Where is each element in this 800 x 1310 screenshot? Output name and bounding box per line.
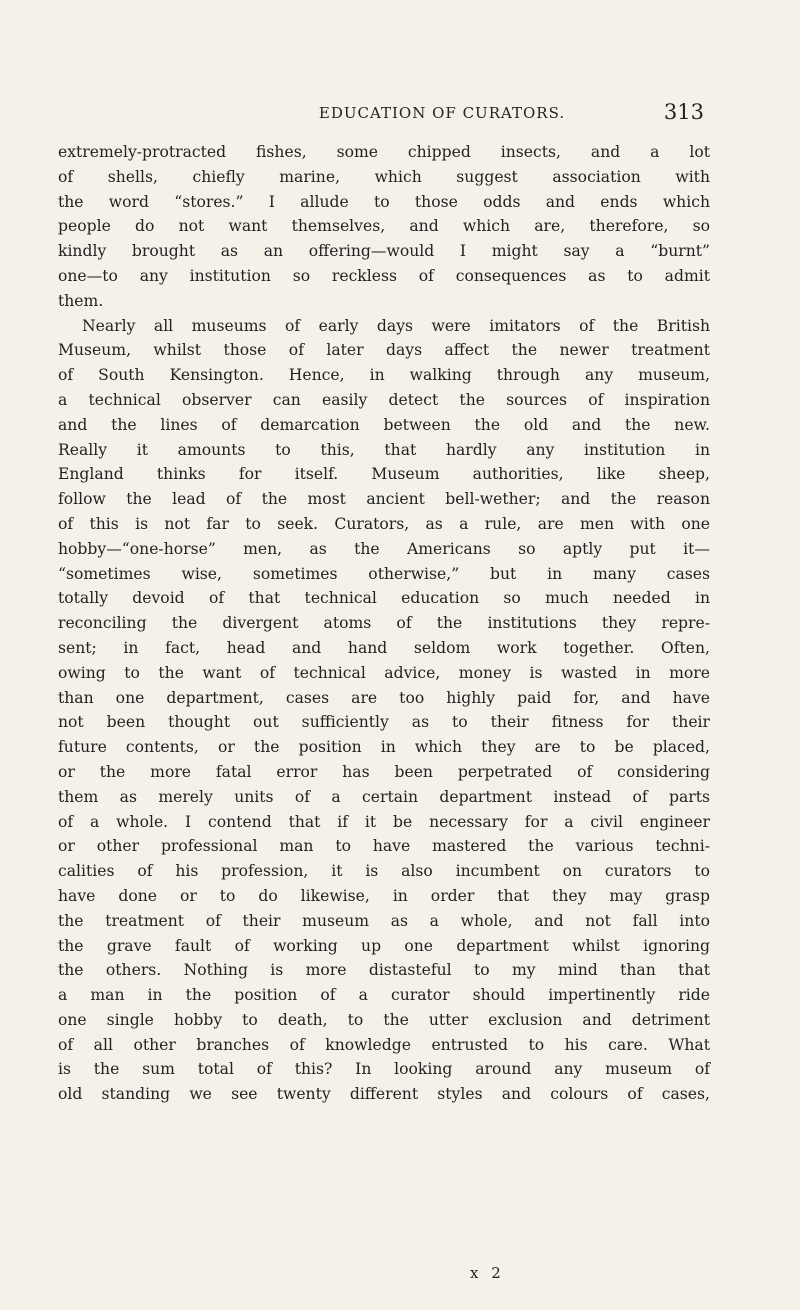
text-line: is the sum total of this? In looking around any museum of (58, 1060, 710, 1079)
text-line: kindly brought as an offering—would I might say a “burnt” (58, 242, 710, 261)
text-line: the grave fault of working up one department whilst ignoring (58, 936, 710, 955)
text-line: hobby—“one-horse” men, as the Americans so aptly put it— (58, 539, 710, 558)
text-line: of a whole. I contend that if it be necessary for a civil engineer (58, 812, 710, 831)
text-line: or other professional man to have mastered the various techni- (58, 837, 710, 856)
text-line: people do not want themselves, and which are, therefore, so (58, 217, 710, 236)
text-line: of this is not far to seek. Curators, as a rule, are men with one (58, 514, 710, 533)
text-line: the word “stores.” I allude to those odds and ends which (58, 192, 710, 211)
text-line: a technical observer can easily detect the sources of inspiration (58, 390, 710, 409)
text-line: them. (58, 291, 104, 310)
text-line: Really it amounts to this, that hardly any institution in (58, 440, 710, 459)
text-line: future contents, or the position in which they are to be placed, (58, 738, 710, 757)
text-line: of shells, chiefly marine, which suggest association with (58, 167, 710, 186)
text-line: owing to the want of technical advice, money is wasted in more (58, 663, 710, 682)
text-line: one single hobby to death, to the utter exclusion and detriment (58, 1010, 710, 1029)
text-line: have done or to do likewise, in order that they may grasp (58, 886, 710, 905)
text-line: extremely-protracted fishes, some chipped insects, and a lot (58, 143, 710, 161)
text-line: than one department, cases are too highly paid for, and have (58, 688, 710, 707)
text-line: totally devoid of that technical education so much needed in (58, 589, 710, 608)
text-line: the others. Nothing is more distasteful to my mind than that (58, 961, 710, 980)
text-line: a man in the position of a curator should impertinently ride (58, 986, 710, 1005)
text-line: not been thought out sufficiently as to their fitness for their (58, 713, 710, 732)
running-title: EDUCATION OF CURATORS. (318, 104, 566, 122)
text-line: calities of his profession, it is also incumbent on curators to (58, 862, 710, 881)
text-line: or the more fatal error has been perpetrated of considering (58, 762, 710, 781)
body-text (58, 140, 710, 1107)
text-line: and the lines of demarcation between the old and the new. (58, 415, 710, 434)
text-line: old standing we see twenty different styles and colours of cases, (58, 1085, 710, 1104)
text-line: sent; in fact, head and hand seldom work together. Often, (58, 638, 710, 657)
text-line: one—to any institution so reckless of consequences as to admit (58, 266, 710, 285)
text-line: Museum, whilst those of later days affect the newer treatment (58, 341, 710, 360)
text-line: of all other branches of knowledge entrusted to his care. What (58, 1035, 710, 1054)
running-head (90, 100, 704, 126)
text-line: “sometimes wise, sometimes otherwise,” but in many cases (58, 564, 710, 583)
text-line: them as merely units of a certain department instead of parts (58, 787, 710, 806)
text-line: the treatment of their museum as a whole, and not fall into (58, 911, 710, 930)
text-line: Nearly all museums of early days were imitators of the British (82, 316, 710, 335)
text-line: England thinks for itself. Museum authorities, like sheep, (58, 465, 710, 484)
text-line: reconciling the divergent atoms of the institutions they repre- (58, 614, 710, 633)
text-line: follow the lead of the most ancient bell-wether; and the reason (58, 490, 710, 509)
text-line: of South Kensington. Hence, in walking through any museum, (58, 366, 710, 385)
page-number: 313 (663, 100, 704, 124)
signature-mark: x 2 (470, 1264, 505, 1282)
